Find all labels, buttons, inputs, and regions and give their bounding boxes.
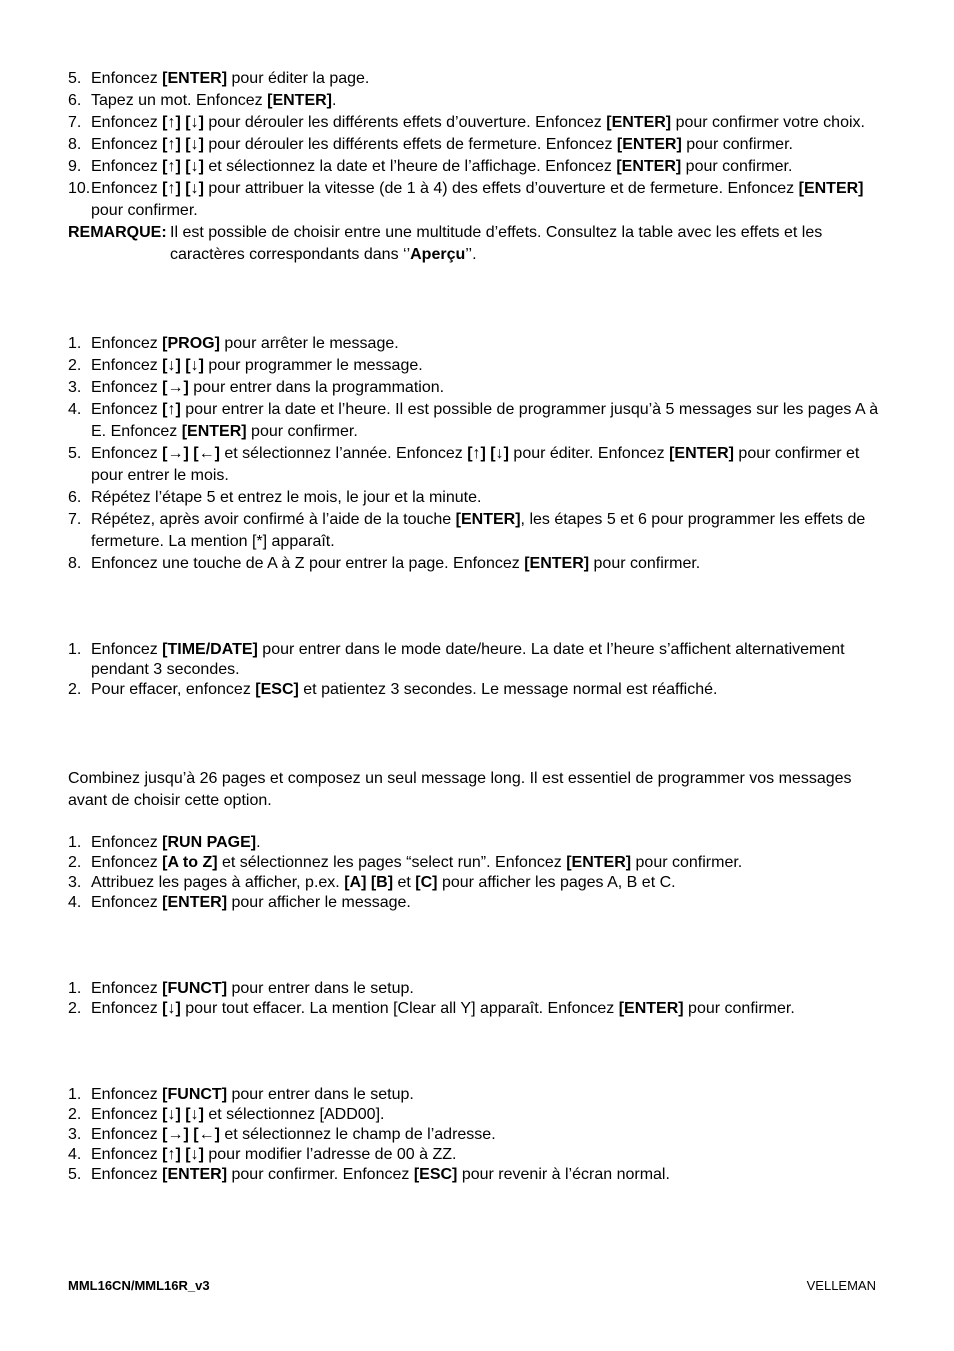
list-item-text <box>91 1126 496 1143</box>
list-item <box>68 355 888 377</box>
key-label: [→] [←] <box>162 1126 220 1143</box>
text-run: Enfoncez <box>91 357 163 374</box>
text-run: pour entrer la date et l’heure. Il est possible de programmer jusqu’à 5 messages sur les pages A à E. Enfoncez <box>91 401 879 440</box>
list-item <box>68 1105 888 1125</box>
text-run: pour arrêter le message. <box>219 335 399 352</box>
list-item-number: 10. <box>68 180 91 197</box>
list-item-text <box>91 1086 414 1103</box>
text-run: et sélectionnez les pages “select run”. Enfoncez <box>217 854 567 871</box>
list-item-text <box>91 114 865 131</box>
text-run: Répétez, après avoir confirmé à l’aide de la touche <box>91 511 456 528</box>
remark-label: REMARQUE: <box>68 224 167 241</box>
text-run: Enfoncez <box>91 1106 163 1123</box>
block-time-date <box>68 640 888 700</box>
text-run: Il est possible de choisir entre une multitude d’effets. Consultez la table avec les effets et les caractères correspondants dans ‘’ <box>170 224 823 263</box>
footer-brand: VELLEMAN <box>806 1278 876 1293</box>
list-item-number: 7. <box>68 114 82 131</box>
text-run: et sélectionnez la date et l’heure de l’affichage. Enfoncez <box>203 158 617 175</box>
list-item-text <box>91 1166 670 1183</box>
text-run: pour programmer le message. <box>203 357 423 374</box>
list-item-text <box>91 136 793 153</box>
list-item <box>68 399 888 443</box>
list-item-number: 5. <box>68 445 82 462</box>
text-run: pour dérouler les différents effets de fermeture. Enfoncez <box>203 136 617 153</box>
list-item-text <box>91 70 369 87</box>
key-label: Aperçu <box>410 246 466 263</box>
key-label: [↑] [↓] <box>162 1146 204 1163</box>
list-item-number: 3. <box>68 1126 82 1143</box>
list-item-text <box>91 555 700 572</box>
key-label: [ENTER] <box>162 70 228 87</box>
list-item-text <box>91 489 481 506</box>
list-item <box>68 90 888 112</box>
text-run: pour confirmer. <box>681 158 793 175</box>
text-run: Pour effacer, enfoncez <box>91 681 256 698</box>
list-item-number: 1. <box>68 834 82 851</box>
text-run: pour entrer dans le setup. <box>227 1086 414 1103</box>
text-run: pour entrer dans la programmation. <box>188 379 445 396</box>
text-run: pour confirmer et pour entrer le mois. <box>91 445 860 484</box>
key-label: [↓] <box>162 1000 181 1017</box>
text-run: Enfoncez <box>91 136 163 153</box>
list-item <box>68 377 888 399</box>
block-page-editing <box>68 68 888 266</box>
list-item <box>68 112 888 134</box>
list-item-number: 2. <box>68 854 82 871</box>
key-label: [PROG] <box>162 335 220 352</box>
key-label: [ENTER] <box>181 423 247 440</box>
key-label: [ENTER] <box>566 854 632 871</box>
text-run: pour confirmer. <box>631 854 743 871</box>
list-item-number: 2. <box>68 681 82 698</box>
text-run: pour entrer dans le setup. <box>227 980 414 997</box>
list-item <box>68 833 888 853</box>
text-run: Enfoncez <box>91 1146 163 1163</box>
text-run: pour attribuer la vitesse (de 1 à 4) des effets d’ouverture et de fermeture. Enfoncez <box>203 180 799 197</box>
list-item-text <box>91 641 845 678</box>
text-run: pour revenir à l’écran normal. <box>457 1166 670 1183</box>
text-run: Enfoncez <box>91 980 163 997</box>
list-item-text <box>91 1106 384 1123</box>
text-run: Enfoncez <box>91 379 163 396</box>
list-item-text <box>91 1000 795 1017</box>
text-run: pour confirmer. <box>246 423 358 440</box>
steps-list-programming <box>68 333 888 575</box>
key-label: [ENTER] <box>162 894 228 911</box>
list-item <box>68 1165 888 1185</box>
list-item <box>68 999 888 1019</box>
list-item <box>68 893 888 913</box>
list-item-number: 9. <box>68 158 82 175</box>
block-run-page <box>68 768 888 812</box>
list-item-number: 1. <box>68 335 82 352</box>
text-run: et sélectionnez [ADD00]. <box>203 1106 385 1123</box>
text-run: pour confirmer. <box>683 1000 795 1017</box>
text-run: , les étapes 5 et 6 pour programmer les effets de fermeture. La mention [*] apparaît. <box>91 511 866 550</box>
key-label: [TIME/DATE] <box>162 641 258 658</box>
key-label: [ENTER] <box>524 555 590 572</box>
text-run: pour éditer. Enfoncez <box>508 445 670 462</box>
key-label: [ENTER] <box>162 1166 228 1183</box>
list-item-number: 5. <box>68 1166 82 1183</box>
steps-list-clear-all <box>68 979 888 1019</box>
text-run: Enfoncez <box>91 1126 163 1143</box>
text-run: Enfoncez <box>91 894 163 911</box>
text-run: Enfoncez <box>91 114 163 131</box>
key-label: [ENTER] <box>616 158 682 175</box>
text-run: Enfoncez <box>91 1086 163 1103</box>
text-run: Enfoncez <box>91 1166 163 1183</box>
list-item-number: 8. <box>68 555 82 572</box>
run-page-intro: Combinez jusqu’à 26 pages et composez un seul message long. Il est essentiel de programmer vos messages avant de choisir cette option. <box>68 770 852 809</box>
text-run: Enfoncez une touche de A à Z pour entrer la page. Enfoncez <box>91 555 525 572</box>
key-label: [C] <box>415 874 438 891</box>
steps-list-address <box>68 1085 888 1185</box>
text-run: Enfoncez <box>91 335 163 352</box>
list-item-text <box>91 92 336 109</box>
text-run: pour confirmer. Enfoncez <box>227 1166 414 1183</box>
list-item-text <box>91 834 261 851</box>
list-item <box>68 680 888 700</box>
list-item-number: 7. <box>68 511 82 528</box>
list-item-text <box>91 401 878 440</box>
text-run: Enfoncez <box>91 70 163 87</box>
text-run: Répétez l’étape 5 et entrez le mois, le jour et la minute. <box>91 489 482 506</box>
key-label: [↑] [↓] <box>467 445 509 462</box>
list-item-number: 1. <box>68 980 82 997</box>
list-item-number: 3. <box>68 379 82 396</box>
list-item <box>68 156 888 178</box>
steps-list-page-editing <box>68 68 888 222</box>
text-run: et sélectionnez le champ de l’adresse. <box>219 1126 496 1143</box>
block-run-page-steps <box>68 833 888 913</box>
text-run: pour éditer la page. <box>227 70 370 87</box>
key-label: [ENTER] <box>798 180 864 197</box>
text-run: Enfoncez <box>91 180 163 197</box>
list-item <box>68 853 888 873</box>
list-item-text <box>91 511 865 550</box>
list-item-text <box>91 335 399 352</box>
text-run: pour afficher les pages A, B et C. <box>437 874 676 891</box>
text-run: pour confirmer. <box>589 555 701 572</box>
key-label: [↓] [↓] <box>162 357 204 374</box>
list-item-text <box>91 357 423 374</box>
list-item <box>68 487 888 509</box>
key-label: [A] [B] <box>344 874 394 891</box>
list-item <box>68 443 888 487</box>
text-run: ’’. <box>465 246 477 263</box>
key-label: [A to Z] <box>162 854 218 871</box>
text-run: pour confirmer votre choix. <box>671 114 865 131</box>
key-label: [↑] [↓] <box>162 180 204 197</box>
list-item-number: 8. <box>68 136 82 153</box>
text-run: pour tout effacer. La mention [Clear all Y] apparaît. Enfoncez <box>180 1000 619 1017</box>
steps-list-time-date <box>68 640 888 700</box>
list-item-text <box>91 158 792 175</box>
text-run: pour modifier l’adresse de 00 à ZZ. <box>203 1146 457 1163</box>
list-item-number: 4. <box>68 401 82 418</box>
list-item-text <box>91 1146 456 1163</box>
list-item <box>68 509 888 553</box>
list-item-number: 6. <box>68 92 82 109</box>
key-label: [ENTER] <box>606 114 672 131</box>
text-run: Enfoncez <box>91 854 163 871</box>
footer-model: MML16CN/MML16R_v3 <box>68 1278 210 1293</box>
key-label: [RUN PAGE] <box>162 834 257 851</box>
list-item <box>68 1085 888 1105</box>
list-item <box>68 873 888 893</box>
key-label: [ENTER] <box>455 511 521 528</box>
text-run: pour afficher le message. <box>227 894 411 911</box>
key-label: [↓] [↓] <box>162 1106 204 1123</box>
text-run: pour confirmer. <box>681 136 793 153</box>
text-run: Enfoncez <box>91 834 163 851</box>
list-item-number: 5. <box>68 70 82 87</box>
text-run: Enfoncez <box>91 641 163 658</box>
list-item-number: 6. <box>68 489 82 506</box>
key-label: [FUNCT] <box>162 980 228 997</box>
key-label: [ENTER] <box>618 1000 684 1017</box>
key-label: [FUNCT] <box>162 1086 228 1103</box>
text-run: pour confirmer. <box>91 202 198 219</box>
text-run: et <box>393 874 416 891</box>
key-label: [↑] [↓] <box>162 114 204 131</box>
text-run: et patientez 3 secondes. Le message normal est réaffiché. <box>298 681 718 698</box>
list-item-text <box>91 379 444 396</box>
list-item-text <box>91 681 717 698</box>
list-item <box>68 553 888 575</box>
key-label: [ENTER] <box>669 445 734 462</box>
text-run: . <box>256 834 261 851</box>
key-label: [ESC] <box>255 681 299 698</box>
list-item-text <box>91 874 676 891</box>
list-item-number: 4. <box>68 1146 82 1163</box>
block-programming <box>68 333 888 575</box>
text-run: pour entrer dans le mode date/heure. La date et l’heure s’affichent alternativement pendant 3 secondes. <box>91 641 845 678</box>
list-item-number: 2. <box>68 1000 82 1017</box>
text-run: Enfoncez <box>91 445 163 462</box>
list-item <box>68 1125 888 1145</box>
remark-note <box>68 222 888 266</box>
key-label: [ENTER] <box>616 136 682 153</box>
list-item-number: 2. <box>68 1106 82 1123</box>
text-run: Attribuez les pages à afficher, p.ex. <box>91 874 345 891</box>
steps-list-run-page <box>68 833 888 913</box>
key-label: [ENTER] <box>267 92 332 109</box>
list-item <box>68 134 888 156</box>
list-item-text <box>91 445 859 484</box>
list-item-text <box>91 980 414 997</box>
key-label: [↑] [↓] <box>162 158 204 175</box>
text-run: Enfoncez <box>91 401 163 418</box>
list-item-number: 3. <box>68 874 82 891</box>
list-item-number: 4. <box>68 894 82 911</box>
remark-text <box>170 224 822 263</box>
list-item <box>68 640 888 680</box>
list-item-number: 2. <box>68 357 82 374</box>
list-item-text <box>91 180 864 219</box>
key-label: [ESC] <box>413 1166 458 1183</box>
block-address <box>68 1085 888 1185</box>
list-item-text <box>91 854 742 871</box>
list-item <box>68 333 888 355</box>
text-run: et sélectionnez l’année. Enfoncez <box>219 445 468 462</box>
list-item <box>68 68 888 90</box>
key-label: [→] [←] <box>162 445 220 462</box>
text-run: Tapez un mot. Enfoncez <box>91 92 268 109</box>
text-run: . <box>332 92 337 109</box>
key-label: [→] <box>162 379 189 396</box>
list-item-text <box>91 894 411 911</box>
list-item <box>68 979 888 999</box>
text-run: Enfoncez <box>91 1000 163 1017</box>
list-item <box>68 1145 888 1165</box>
text-run: Enfoncez <box>91 158 163 175</box>
key-label: [↑] [↓] <box>162 136 204 153</box>
list-item <box>68 178 888 222</box>
block-clear-all <box>68 979 888 1019</box>
list-item-number: 1. <box>68 1086 82 1103</box>
text-run: pour dérouler les différents effets d’ouverture. Enfoncez <box>203 114 607 131</box>
list-item-number: 1. <box>68 641 82 658</box>
key-label: [↑] <box>162 401 181 418</box>
